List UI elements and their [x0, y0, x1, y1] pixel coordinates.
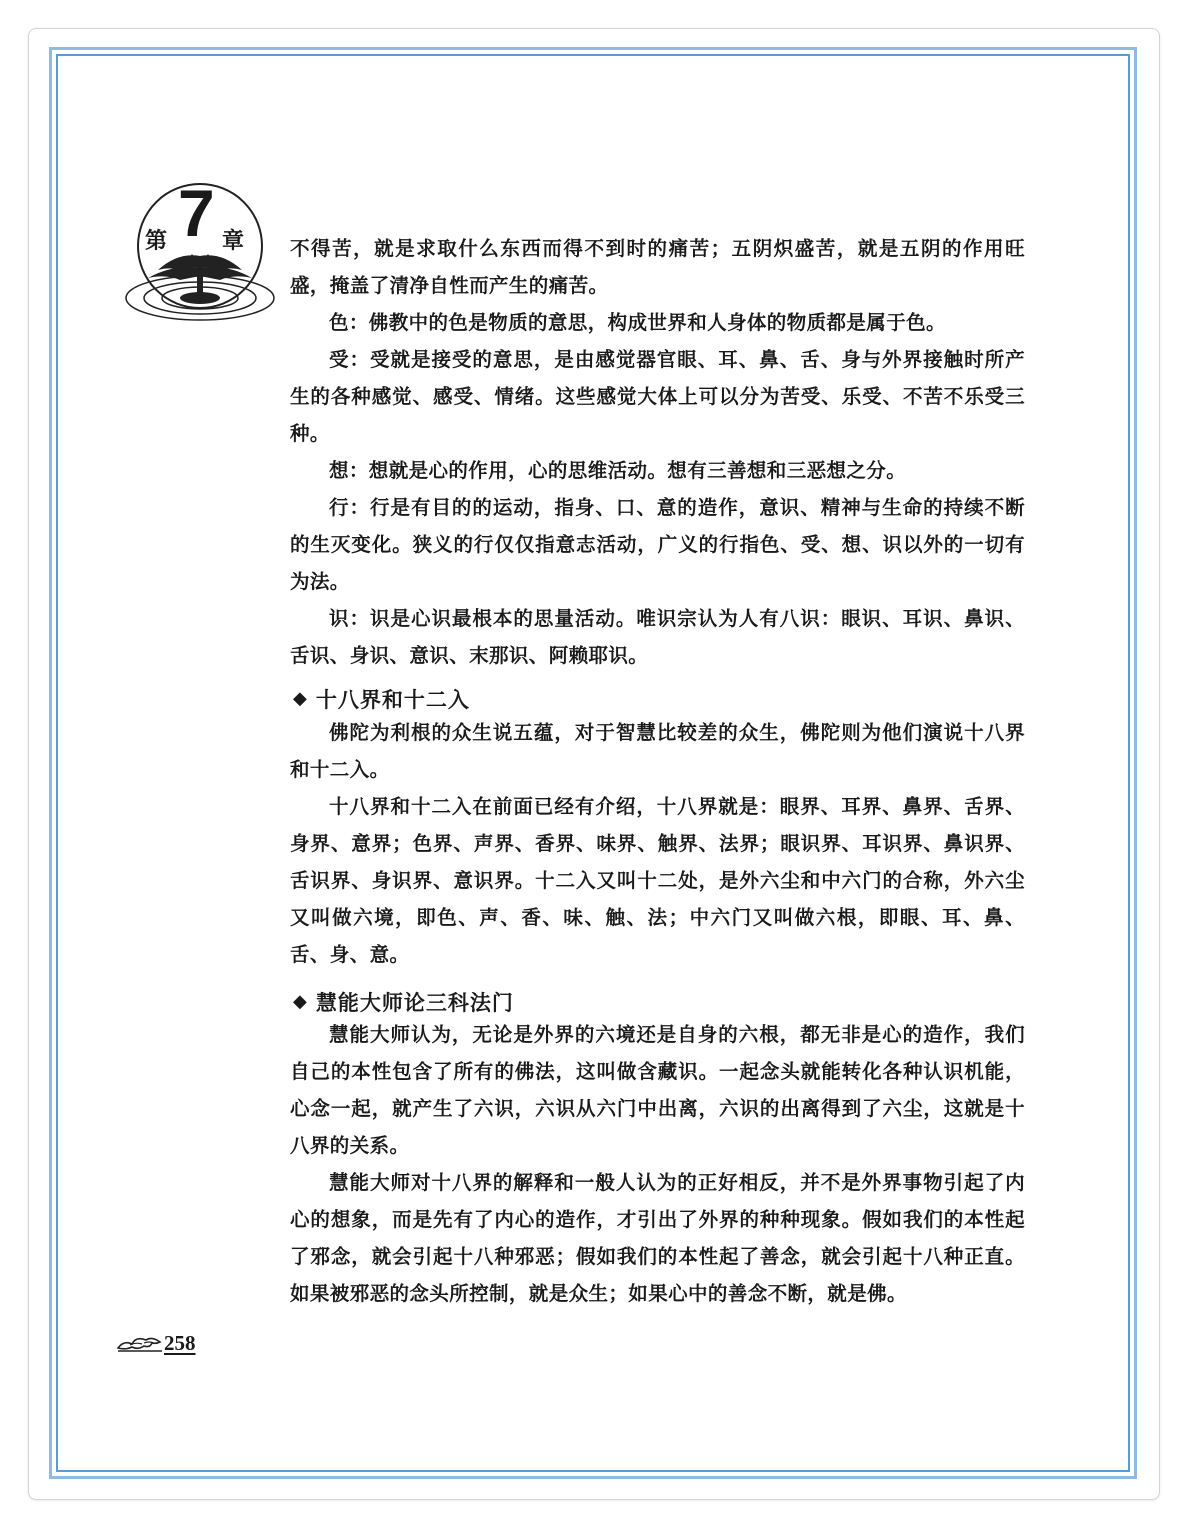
diamond-bullet-icon: ◆	[293, 991, 308, 1012]
paragraph-volition: 行：行是有目的的运动，指身、口、意的造作，意识、精神与生命的持续不断的生灭变化。狭义的行仅仅指意志活动，广义的行指色、受、想、识以外的一切有为法。	[290, 496, 1025, 593]
paragraph: 佛陀为利根的众生说五蕴，对于智慧比较差的众生，佛陀则为他们演说十八界和十二入。	[290, 721, 1025, 781]
page-footer	[116, 1332, 196, 1354]
paragraph-perception: 想：想就是心的作用，心的思维活动。想有三善想和三恶想之分。	[329, 459, 907, 482]
chapter-suffix: 章	[222, 229, 245, 254]
paragraph: 不得苦，就是求取什么东西而得不到时的痛苦；五阴炽盛苦，就是五阴的作用旺盛，掩盖了清净自性而产生的痛苦。	[290, 237, 1025, 297]
diamond-bullet-icon: ◆	[293, 688, 308, 709]
section-heading-huineng	[293, 987, 514, 1017]
paragraph-sensation: 受：受就是接受的意思，是由感觉器官眼、耳、鼻、舌、身与外界接触时所产生的各种感觉、感受、情绪。这些感觉大体上可以分为苦受、乐受、不苦不乐受三种。	[290, 348, 1025, 445]
section-heading-text: 慧能大师论三科法门	[315, 991, 514, 1015]
chapter-number: 7	[178, 176, 215, 250]
paragraph-consciousness: 识：识是心识最根本的思量活动。唯识宗认为人有八识：眼识、耳识、鼻识、舌识、身识、意识、末那识、阿赖耶识。	[290, 607, 1025, 667]
section-heading-text: 十八界和十二入	[315, 688, 470, 712]
chapter-prefix: 第	[145, 229, 168, 254]
paragraph: 慧能大师对十八界的解释和一般人认为的正好相反，并不是外界事物引起了内心的想象，而是先有了内心的造作，才引出了外界的种种现象。假如我们的本性起了邪念，就会引起十八种邪恶；假如我们的本性起了善念，就会引起十八种正直。如果被邪恶的念头所控制，就是众生；如果心中的善念不断，就是佛。	[290, 1171, 1025, 1305]
cloud-ornament-icon	[116, 1332, 164, 1354]
paragraph: 十八界和十二入在前面已经有介绍，十八界就是：眼界、耳界、鼻界、舌界、身界、意界；色界、声界、香界、味界、触界、法界；眼识界、耳识界、鼻识界、舌识界、身识界、意识界。十二入又叫十二处，是外六尘和中六门的合称，外六尘又叫做六境，即色、声、香、味、触、法；中六门又叫做六根，即眼、耳、鼻、舌、身、意。	[290, 795, 1025, 966]
paragraph: 慧能大师认为，无论是外界的六境还是自身的六根，都无非是心的造作，我们自己的本性包含了所有的佛法，这叫做含藏识。一起念头就能转化各种认识机能，心念一起，就产生了六识，六识从六门中出离，六识的出离得到了六尘，这就是十八界的关系。	[290, 1023, 1025, 1157]
section-heading-eighteen-realms	[293, 684, 470, 714]
body-text-block-2	[290, 714, 1025, 973]
body-text-block-1	[290, 230, 1025, 674]
page-number: 258	[164, 1331, 196, 1355]
chapter-badge	[118, 168, 288, 338]
paragraph-form: 色：佛教中的色是物质的意思，构成世界和人身体的物质都是属于色。	[329, 311, 946, 334]
body-text-block-3	[290, 1016, 1025, 1312]
